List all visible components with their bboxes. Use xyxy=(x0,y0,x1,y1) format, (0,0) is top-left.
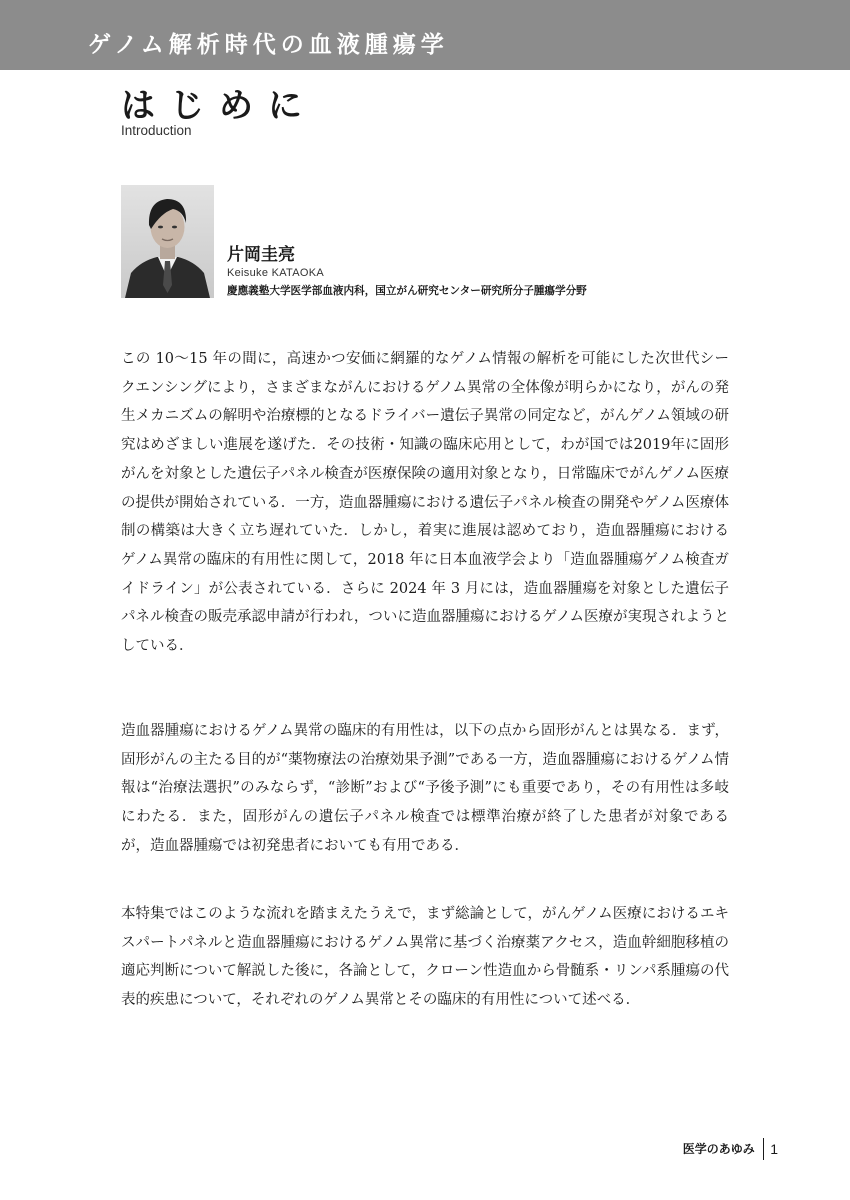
body-paragraph: 本特集ではこのような流れを踏まえたうえで，まず総論として，がんゲノム医療におけるエキスパートパネルと造血器腫瘍におけるゲノム異常に基づく治療薬アクセス，造血幹細胞移植の適応判断について解説した後に，各論として，クローン性造血から骨髄系・リンパ系腫瘍の代表的疾患について，それぞれのゲノム異常とその臨床的有用性について述べる． xyxy=(121,906,729,1009)
body-paragraph: この 10～15 年の間に，高速かつ安価に網羅的なゲノム情報の解析を可能にした次世代シークエンシングにより，さまざまながんにおけるゲノム異常の全体像が明らかになり，がんの発生メカニズムの解明や治療標的となるドライバー遺伝子異常の同定など，がんゲノム領域の研究はめざましい進展を遂げた．その技術・知識の臨床応用として，わが国では2019年に固形がんを対象とした遺伝子パネル検査が医療保険の適用対象となり，日常臨床でがんゲノム医療の提供が開始されている．一方，造血器腫瘍における遺伝子パネル検査の開発やゲノム医療体制の構築は大きく立ち遅れていた．しかし，着実に進展は認めており，造血器腫瘍におけるゲノム異常の臨床的有用性に関して，2018 年に日本血液学会より「造血器腫瘍ゲノム検査ガイドライン」が公表されている．さらに 2024 年 3 月には，造血器腫瘍を対象とした遺伝子パネル検査の販売承認申請が行われ，ついに造血器腫瘍におけるゲノム医療が実現されようとしている． xyxy=(121,351,729,655)
page-footer xyxy=(683,1138,778,1160)
author-affiliation: 慶應義塾大学医学部血液内科，国立がん研究センター研究所分子腫瘍学分野 xyxy=(227,285,587,297)
journal-name: 医学のあゆみ xyxy=(682,1142,755,1156)
author-name: 片岡圭亮 xyxy=(227,245,295,265)
author-name-roman: Keisuke KATAOKA xyxy=(227,267,325,279)
header-band xyxy=(0,0,850,70)
footer-divider xyxy=(763,1138,765,1160)
body-paragraph: 造血器腫瘍におけるゲノム異常の臨床的有用性は，以下の点から固形がんとは異なる．まず，固形がんの主たる目的が“薬物療法の治療効果予測”である一方，造血器腫瘍におけるゲノム情報は“治療法選択”のみならず，“診断”および“予後予測”にも重要であり，その有用性は多岐にわたる．また，固形がんの遺伝子パネル検査では標準治療が終了した患者が対象であるが，造血器腫瘍では初発患者においても有用である． xyxy=(121,723,729,854)
author-portrait-icon xyxy=(121,185,214,298)
page-number: 1 xyxy=(770,1141,778,1157)
page-title: はじめに xyxy=(121,86,317,126)
series-title: ゲノム解析時代の血液腫瘍学 xyxy=(88,32,449,58)
page-subtitle: Introduction xyxy=(121,123,192,138)
